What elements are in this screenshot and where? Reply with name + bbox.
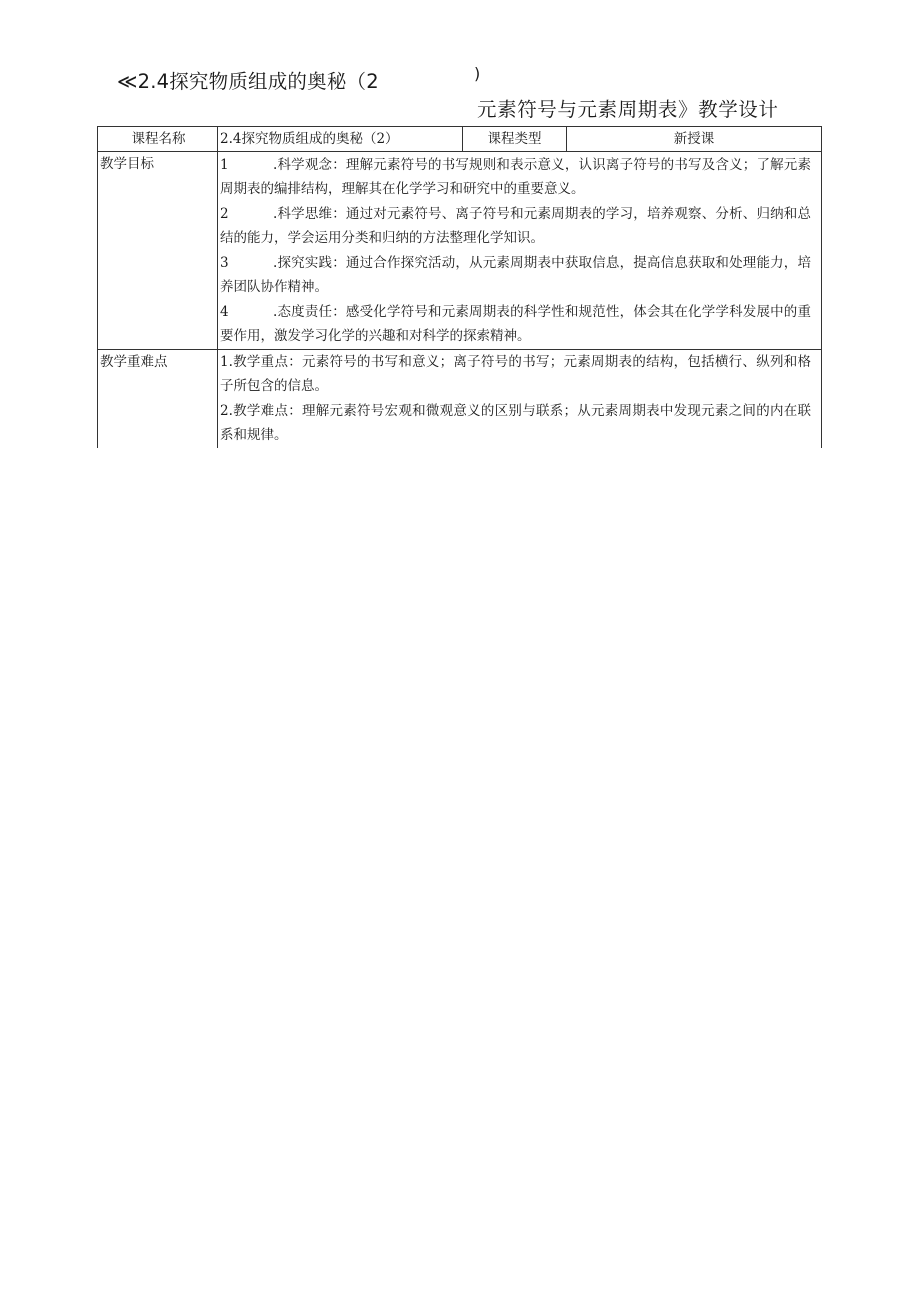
document-title-part2: 元素符号与元素周期表》教学设计 [477,98,779,121]
course-type-value: 新授课 [566,127,822,151]
course-name-label: 课程名称 [97,127,217,151]
goal-item [220,300,811,348]
key-points-label: 教学重难点 [97,350,217,448]
goal-number: 3 [220,255,229,271]
goal-text: .科学观念：理解元素符号的书写规则和表示意义，认识离子符号的书写及含义；了解元素周期表的编排结构，理解其在化学学习和研究中的重要意义。 [220,157,811,197]
goal-text: .探究实践：通过合作探究活动，从元素周期表中获取信息，提高信息获取和处理能力，培养团队协作精神。 [220,255,811,295]
key-points-content [217,350,822,448]
key-point-item: 2.教学难点：理解元素符号宏观和微观意义的区别与联系；从元素周期表中发现元素之间的内在联系和规律。 [220,403,811,443]
document-title-part1: ≪2.4探究物质组成的奥秘（2 [117,70,379,93]
course-name-value: 2.4探究物质组成的奥秘（2） [217,127,462,151]
goal-number: 2 [220,206,229,222]
goal-item [220,202,811,250]
key-points-row [97,350,822,448]
key-point-item: 1.教学重点：元素符号的书写和意义；离子符号的书写；元素周期表的结构，包括横行、纵列和格子所包含的信息。 [220,354,811,394]
goal-number: 1 [220,157,229,173]
teaching-goals-content [217,152,822,349]
goal-text: .态度责任：感受化学符号和元素周期表的科学性和规范性，体会其在化学学科发展中的重要作用，激发学习化学的兴趣和对科学的探索精神。 [220,304,811,344]
document-title-paren: ) [474,64,481,83]
goal-text: .科学思维：通过对元素符号、离子符号和元素周期表的学习，培养观察、分析、归纳和总结的能力，学会运用分类和归纳的方法整理化学知识。 [220,206,811,246]
goal-item [220,251,811,299]
course-type-label: 课程类型 [462,127,566,151]
goal-number: 4 [220,304,229,320]
course-info-row [97,127,822,152]
lesson-plan-table [97,126,822,448]
goal-item [220,153,811,201]
teaching-goals-row [97,152,822,350]
teaching-goals-label: 教学目标 [97,152,217,349]
